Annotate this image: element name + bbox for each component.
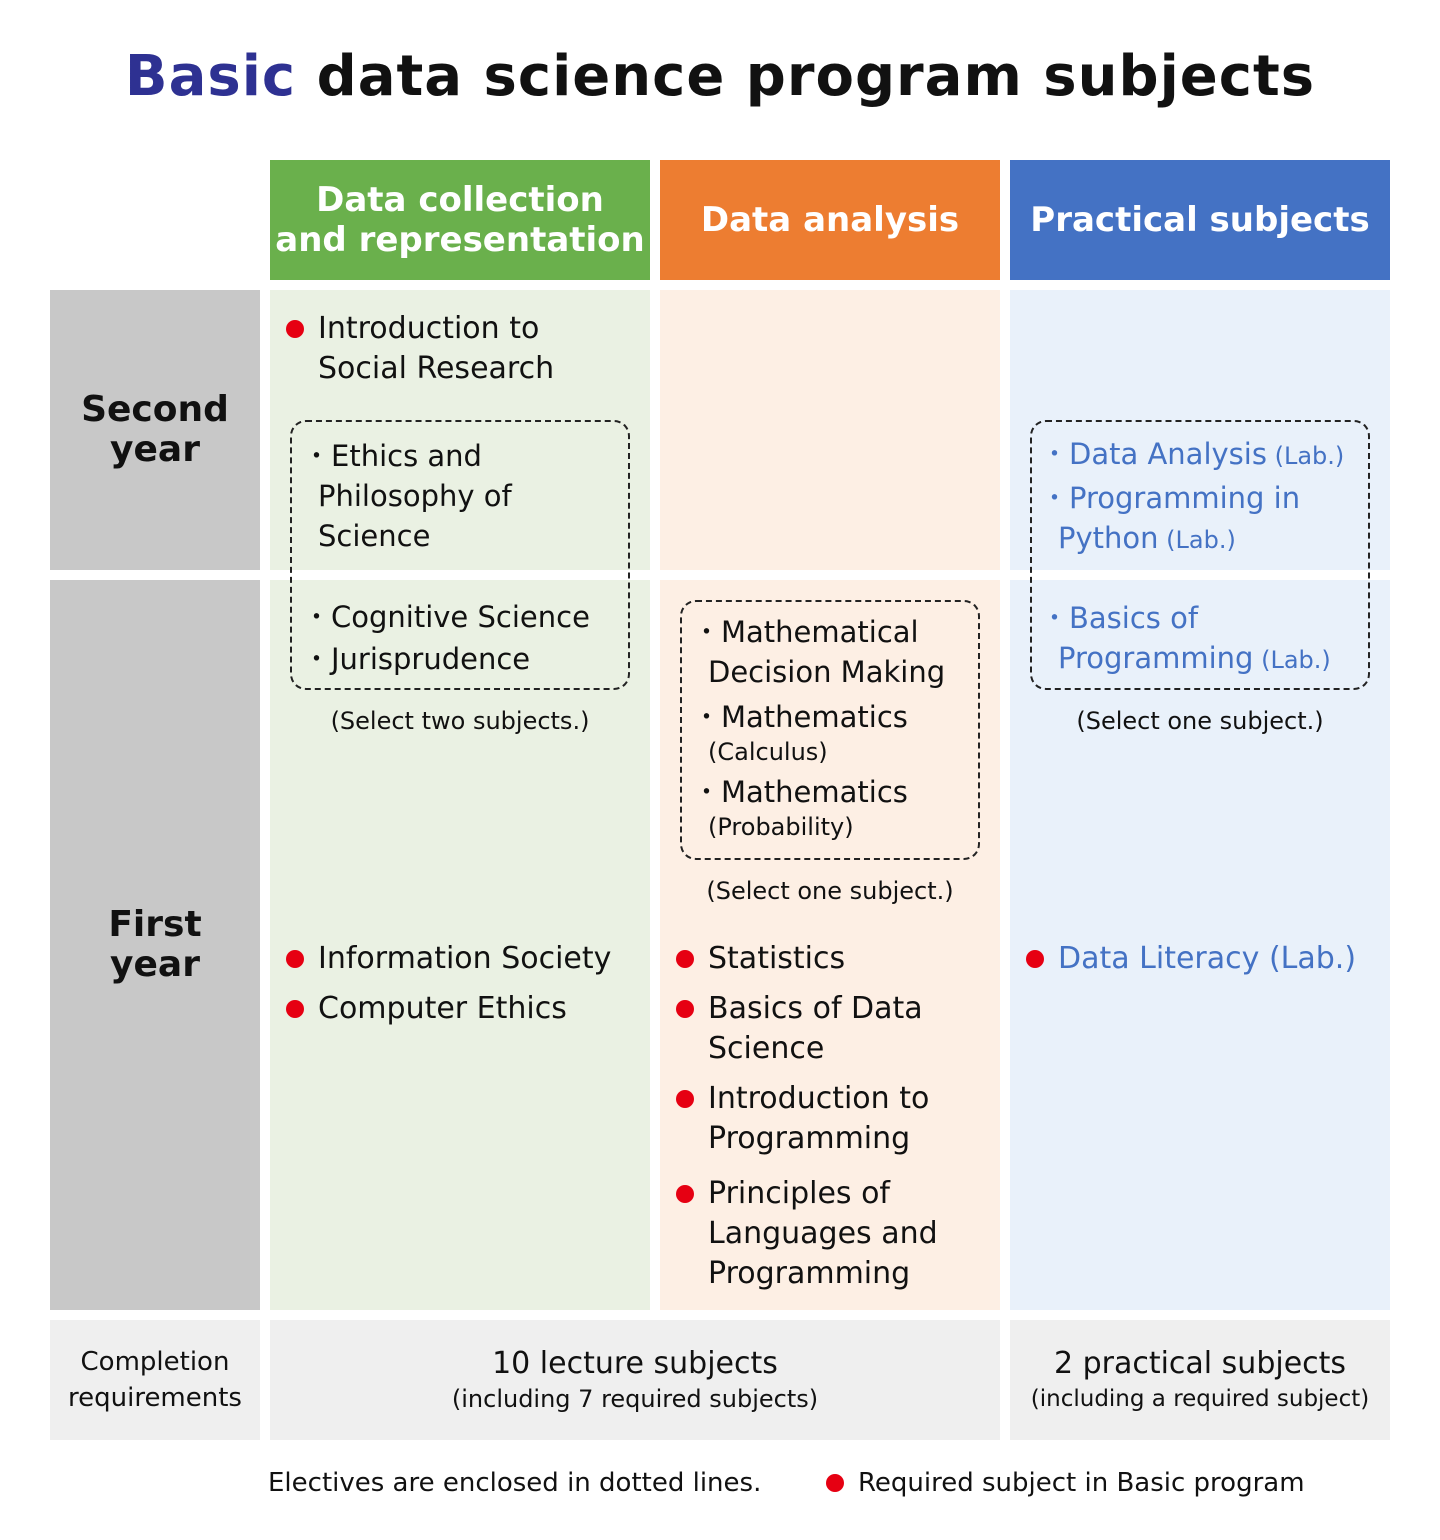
note-select-two: (Select two subjects.) <box>330 707 590 735</box>
completion-lecture: 10 lecture subjects (including 7 required subjects) <box>270 1320 1000 1440</box>
elective-math-probability: ・Mathematics (Probability) <box>692 775 908 841</box>
year-first-line1: First <box>108 904 202 945</box>
elective-math-calculus: ・Mathematics (Calculus) <box>692 700 908 766</box>
subject-information-society: Information Society <box>318 941 612 976</box>
legend-required-dot <box>826 1474 844 1492</box>
elective-basics-programming-lab: ・Basics of Programming (Lab.) <box>1040 601 1331 675</box>
header-collection-line2: and representation <box>275 220 645 260</box>
page-title <box>0 44 1440 109</box>
subject-intro-programming: Introduction to Programming <box>708 1081 930 1156</box>
subject-computer-ethics: Computer Ethics <box>318 991 567 1026</box>
title-accent: Basic <box>124 44 297 109</box>
required-dot <box>676 1000 694 1018</box>
completion-practical: 2 practical subjects (including a required subject) <box>1010 1320 1390 1440</box>
required-dot <box>286 1000 304 1018</box>
required-dot <box>676 1090 694 1108</box>
required-dot <box>286 950 304 968</box>
header-data-analysis: Data analysis <box>660 160 1000 280</box>
subject-principles-languages: Principles of Languages and Programming <box>708 1176 938 1291</box>
subject-intro-social-research: Introduction to Social Research <box>318 311 555 386</box>
title-rest: data science program subjects <box>296 44 1316 109</box>
note-select-one-practical: (Select one subject.) <box>1076 707 1324 735</box>
required-dot <box>676 1185 694 1203</box>
required-dot <box>1026 950 1044 968</box>
completion-label: Completion requirements <box>50 1320 260 1440</box>
year-first <box>50 580 260 1310</box>
header-collection-line1: Data collection <box>316 180 604 220</box>
cell-analysis-second <box>660 290 1000 570</box>
elective-jurisprudence: ・Jurisprudence <box>302 642 531 676</box>
elective-cognitive-science: ・Cognitive Science <box>302 600 590 634</box>
header-data-collection <box>270 160 650 280</box>
footer-electives-note: Electives are enclosed in dotted lines. <box>268 1468 762 1498</box>
year-second <box>50 290 260 570</box>
note-select-one-analysis: (Select one subject.) <box>706 877 954 905</box>
subject-data-literacy-lab: Data Literacy (Lab.) <box>1058 941 1357 976</box>
subject-statistics: Statistics <box>708 941 846 976</box>
subject-basics-data-science: Basics of Data Science <box>708 991 923 1066</box>
required-dot <box>286 320 304 338</box>
year-second-line2: year <box>110 429 200 470</box>
year-first-line2: year <box>110 944 200 985</box>
elective-programming-python-lab: ・Programming in Python (Lab.) <box>1040 481 1301 555</box>
elective-math-decision: ・Mathematical Decision Making <box>692 615 946 689</box>
required-dot <box>676 950 694 968</box>
footer-required-note: Required subject in Basic program <box>858 1468 1305 1498</box>
elective-data-analysis-lab: ・Data Analysis (Lab.) <box>1040 437 1345 471</box>
elective-ethics-philosophy: ・Ethics and Philosophy of Science <box>302 439 512 553</box>
year-second-line1: Second <box>81 389 229 430</box>
header-practical-subjects: Practical subjects <box>1010 160 1390 280</box>
